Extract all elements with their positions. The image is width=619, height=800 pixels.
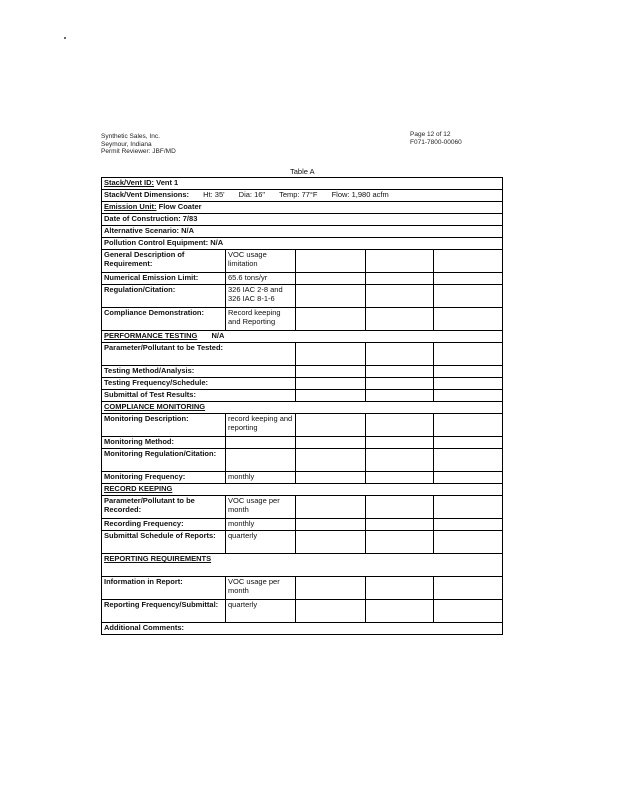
performance-testing-label: PERFORMANCE TESTING xyxy=(104,331,198,340)
row-regulation xyxy=(102,285,503,308)
monitoring-freq-label: Monitoring Frequency: xyxy=(102,472,226,484)
row-parameter-tested xyxy=(102,343,503,366)
row-pollution-control xyxy=(102,238,503,250)
row-dimensions xyxy=(102,190,503,202)
row-record-keeping xyxy=(102,484,503,496)
blank-cell xyxy=(296,600,366,623)
blank-cell xyxy=(434,250,503,273)
testing-method-label: Testing Method/Analysis: xyxy=(102,366,296,378)
compliance-demo-value: Record keeping and Reporting xyxy=(226,308,296,331)
reporting-freq-label: Reporting Frequency/Submittal: xyxy=(102,600,226,623)
permit-table xyxy=(101,177,503,635)
row-submittal-schedule xyxy=(102,531,503,554)
blank-cell xyxy=(366,496,434,519)
submittal-schedule-value: quarterly xyxy=(226,531,296,554)
blank-cell xyxy=(434,437,503,449)
blank-cell xyxy=(434,519,503,531)
row-numerical-limit xyxy=(102,273,503,285)
emission-unit-label: Emission Unit: xyxy=(104,202,157,211)
testing-frequency-label: Testing Frequency/Schedule: xyxy=(102,378,296,390)
pollution-control-value: N/A xyxy=(210,238,224,247)
pollution-control-label: Pollution Control Equipment: xyxy=(104,238,209,247)
blank-cell xyxy=(296,437,366,449)
dimension-height: Ht: 35' xyxy=(203,190,225,199)
blank-cell xyxy=(366,250,434,273)
scan-speck xyxy=(64,37,66,39)
dimension-temp: Temp: 77°F xyxy=(279,190,318,199)
row-performance-testing xyxy=(102,331,503,343)
blank-cell xyxy=(296,250,366,273)
blank-cell xyxy=(296,343,366,366)
row-recording-freq xyxy=(102,519,503,531)
blank-cell xyxy=(434,577,503,600)
blank-cell xyxy=(366,273,434,285)
blank-cell xyxy=(296,390,366,402)
performance-testing-value: N/A xyxy=(211,331,225,340)
recording-freq-label: Recording Frequency: xyxy=(102,519,226,531)
blank-cell xyxy=(226,437,296,449)
numerical-limit-label: Numerical Emission Limit: xyxy=(102,273,226,285)
blank-cell xyxy=(366,519,434,531)
blank-cell xyxy=(296,378,366,390)
blank-cell xyxy=(366,390,434,402)
blank-cell xyxy=(434,600,503,623)
general-desc-value: VOC usage limitation xyxy=(226,250,296,273)
row-monitoring-desc xyxy=(102,414,503,437)
monitoring-method-label: Monitoring Method: xyxy=(102,437,226,449)
company-location: Seymour, Indiana xyxy=(101,140,152,148)
blank-cell xyxy=(434,449,503,472)
monitoring-desc-label: Monitoring Description: xyxy=(102,414,226,437)
row-reporting-requirements xyxy=(102,554,503,577)
blank-cell xyxy=(296,273,366,285)
row-monitoring-method xyxy=(102,437,503,449)
row-testing-method xyxy=(102,366,503,378)
construction-value: 7/83 xyxy=(182,214,198,223)
blank-cell xyxy=(366,343,434,366)
blank-cell xyxy=(434,308,503,331)
row-general-desc xyxy=(102,250,503,273)
blank-cell xyxy=(366,472,434,484)
row-additional-comments xyxy=(102,623,503,635)
general-desc-label: General Description of Requirement: xyxy=(102,250,226,273)
blank-cell xyxy=(366,437,434,449)
dimensions-label: Stack/Vent Dimensions: xyxy=(104,190,190,199)
blank-cell xyxy=(366,449,434,472)
blank-cell xyxy=(296,577,366,600)
row-emission-unit xyxy=(102,202,503,214)
monitoring-freq-value: monthly xyxy=(226,472,296,484)
blank-cell xyxy=(434,390,503,402)
row-info-in-report xyxy=(102,577,503,600)
permit-number: F071-7800-00060 xyxy=(410,138,462,146)
page-number: Page 12 of 12 xyxy=(410,131,451,138)
document-header-left xyxy=(101,133,176,156)
additional-comments-label: Additional Comments: xyxy=(102,623,503,635)
blank-cell xyxy=(366,531,434,554)
row-stack-vent xyxy=(102,178,503,190)
document-header-right xyxy=(410,131,462,146)
blank-cell xyxy=(296,449,366,472)
blank-cell xyxy=(296,519,366,531)
permit-reviewer: Permit Reviewer: JBF/MD xyxy=(101,148,176,155)
emission-unit-value: Flow Coater xyxy=(158,202,202,211)
reporting-requirements-label: REPORTING REQUIREMENTS xyxy=(102,554,503,577)
blank-cell xyxy=(434,472,503,484)
blank-cell xyxy=(434,531,503,554)
param-recorded-value: VOC usage per month xyxy=(226,496,296,519)
row-monitoring-reg xyxy=(102,449,503,472)
blank-cell xyxy=(296,285,366,308)
param-recorded-label: Parameter/Pollutant to be Recorded: xyxy=(102,496,226,519)
blank-cell xyxy=(366,414,434,437)
blank-cell xyxy=(296,496,366,519)
record-keeping-label: RECORD KEEPING xyxy=(102,484,503,496)
dimension-diameter: Dia: 16" xyxy=(238,190,266,199)
dimension-flow: Flow: 1,980 acfm xyxy=(331,190,389,199)
row-submittal-results xyxy=(102,390,503,402)
recording-freq-value: monthly xyxy=(226,519,296,531)
blank-cell xyxy=(434,343,503,366)
row-testing-frequency xyxy=(102,378,503,390)
regulation-label: Regulation/Citation: xyxy=(102,285,226,308)
table-title: Table A xyxy=(290,167,315,176)
row-compliance-demo xyxy=(102,308,503,331)
submittal-results-label: Submittal of Test Results: xyxy=(102,390,296,402)
row-construction xyxy=(102,214,503,226)
construction-label: Date of Construction: xyxy=(104,214,181,223)
blank-cell xyxy=(366,577,434,600)
alt-scenario-label: Alternative Scenario: xyxy=(104,226,180,235)
blank-cell xyxy=(434,366,503,378)
monitoring-desc-value: record keeping and reporting xyxy=(226,414,296,437)
blank-cell xyxy=(434,496,503,519)
blank-cell xyxy=(296,366,366,378)
row-reporting-freq xyxy=(102,600,503,623)
blank-cell xyxy=(366,308,434,331)
blank-cell xyxy=(296,308,366,331)
blank-cell xyxy=(434,378,503,390)
numerical-limit-value: 65.6 tons/yr xyxy=(226,273,296,285)
row-alt-scenario xyxy=(102,226,503,238)
blank-cell xyxy=(366,366,434,378)
monitoring-reg-label: Monitoring Regulation/Citation: xyxy=(102,449,226,472)
compliance-demo-label: Compliance Demonstration: xyxy=(102,308,226,331)
parameter-tested-label: Parameter/Pollutant to be Tested: xyxy=(102,343,296,366)
blank-cell xyxy=(296,531,366,554)
stack-vent-value: Vent 1 xyxy=(156,178,179,187)
blank-cell xyxy=(366,285,434,308)
blank-cell xyxy=(366,600,434,623)
reporting-freq-value: quarterly xyxy=(226,600,296,623)
compliance-monitoring-label: COMPLIANCE MONITORING xyxy=(102,402,503,414)
company-name: Synthetic Sales, Inc. xyxy=(101,133,160,140)
blank-cell xyxy=(366,378,434,390)
row-param-recorded xyxy=(102,496,503,519)
blank-cell xyxy=(434,414,503,437)
alt-scenario-value: N/A xyxy=(181,226,195,235)
info-in-report-label: Information in Report: xyxy=(102,577,226,600)
row-compliance-monitoring xyxy=(102,402,503,414)
blank-cell xyxy=(434,285,503,308)
blank-cell xyxy=(434,273,503,285)
blank-cell xyxy=(226,449,296,472)
submittal-schedule-label: Submittal Schedule of Reports: xyxy=(102,531,226,554)
blank-cell xyxy=(296,414,366,437)
regulation-value: 326 IAC 2-8 and 326 IAC 8-1-6 xyxy=(226,285,296,308)
row-monitoring-freq xyxy=(102,472,503,484)
stack-vent-label: Stack/Vent ID: xyxy=(104,178,155,187)
blank-cell xyxy=(296,472,366,484)
info-in-report-value: VOC usage per month xyxy=(226,577,296,600)
